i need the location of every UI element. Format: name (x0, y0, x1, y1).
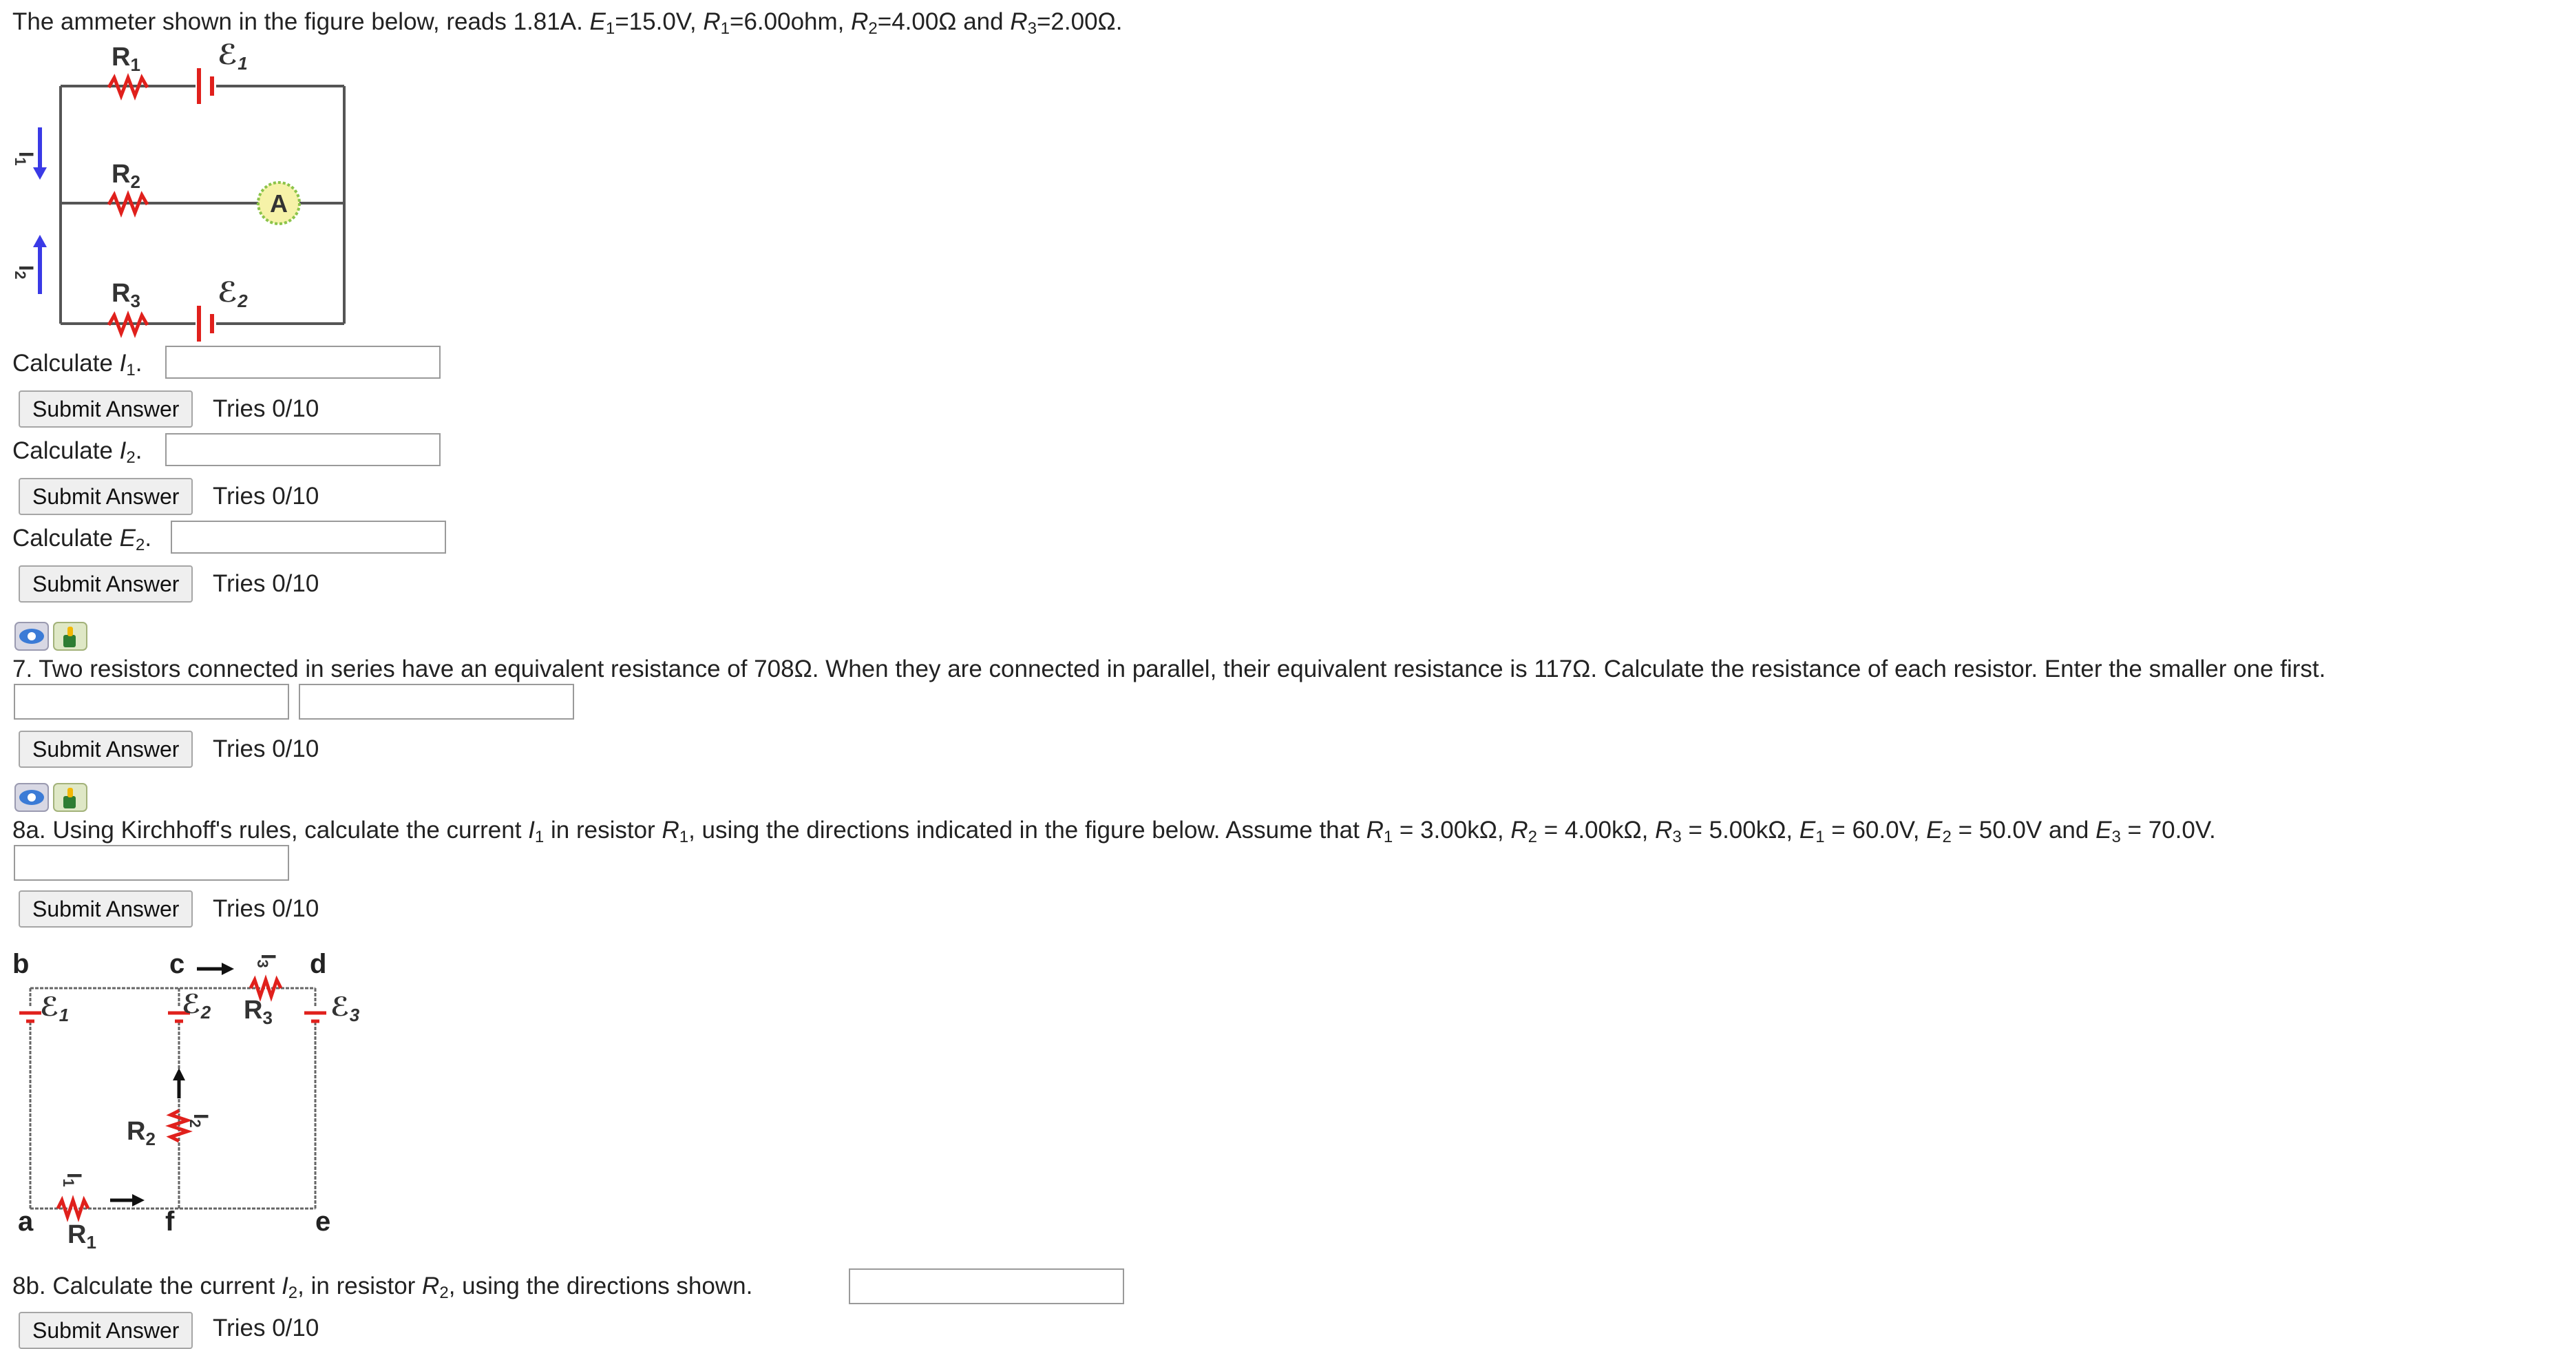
problem6-intro: The ammeter shown in the figure below, reads 1.81A. $E_1=15.0V$, $R_1=6.00ohm$, $R_2=4.00\Omega$ and $R_3=2.00\Omega$. (12, 8, 1123, 38)
r1-label: $R_1$ (67, 1220, 96, 1253)
tries-i1: Tries 0/10 (213, 395, 319, 422)
problem7-answer1-input[interactable] (14, 684, 289, 720)
problem8b-answer-input[interactable] (849, 1268, 1124, 1304)
node-c-label: c (169, 949, 185, 979)
r3-label: R (112, 279, 131, 308)
svg-text:R3: $R_3$ (112, 279, 140, 311)
e3-label: ℰ$_3$ (330, 993, 360, 1025)
e1-label: ℰ (218, 40, 238, 70)
e2-label: ℰ$_2$ (182, 990, 211, 1023)
i3-label: $I_3$ (254, 954, 279, 968)
node-f-label: f (165, 1206, 175, 1237)
node-a-label: a (18, 1206, 34, 1237)
ammeter-icon (258, 182, 299, 224)
question-e2-label: Calculate $E_2$. (12, 525, 152, 554)
battery-e2-icon (196, 306, 216, 342)
battery-e1-icon (196, 68, 216, 104)
problem7-icons (14, 618, 93, 654)
arrow-middle-icon (173, 1068, 185, 1098)
problem8-icons (14, 780, 93, 815)
ammeter-label: A (270, 189, 288, 218)
node-d-label: d (310, 949, 327, 979)
r1-label: R (112, 43, 131, 72)
node-e-label: e (315, 1206, 331, 1237)
svg-text:R2: $R_2$ (112, 160, 140, 192)
problem8a-submit-button[interactable]: Submit Answer (19, 890, 193, 928)
r2-label: $R_2$ (127, 1117, 156, 1149)
arrow-bottom-icon (110, 1194, 145, 1206)
e1-label: ℰ$_1$ (40, 993, 70, 1025)
svg-text:R1: $R_1$ (112, 43, 140, 75)
problem7-answer2-input[interactable] (299, 684, 574, 720)
tries-e2: Tries 0/10 (213, 570, 319, 597)
circuit-figure-1 (0, 38, 386, 355)
svg-text:ℰ1: ℰ$_1$ (218, 40, 248, 74)
question-i2-label: Calculate $I_2$. (12, 437, 142, 467)
problem8a-text: 8a. Using Kirchhoff's rules, calculate the current $I_1$ in resistor $R_1$, using the directions indicated in the figure below. Assume that $R_1 = 3.00k\Omega$, $R_2 = 4.00k\Omega$, $R_3 = 5.00k\Omega$, $E_1 = 60.0V$, $E_2 = 50.0V$ and $E_3 = 70.0V$. (12, 817, 2216, 846)
submit-i2-button[interactable]: Submit Answer (19, 478, 193, 515)
svg-text:ℰ2: ℰ$_2$ (218, 278, 248, 311)
feedback-eye-icon (15, 623, 48, 650)
node-b-label: b (12, 949, 30, 979)
i2-label: $I_2$ (187, 1113, 212, 1128)
hint-thumb-icon (54, 784, 87, 811)
problem8b-tries: Tries 0/10 (213, 1315, 319, 1341)
answer-e2-input[interactable] (171, 521, 446, 554)
submit-i1-button[interactable]: Submit Answer (19, 390, 193, 428)
arrow-top-icon (197, 963, 234, 975)
hint-thumb-icon (54, 623, 87, 650)
circuit-figure-2 (0, 933, 413, 1270)
current-i2-arrow-icon (33, 235, 47, 294)
question-i1-label: Calculate $I_1$. (12, 350, 142, 379)
problem7-tries: Tries 0/10 (213, 735, 319, 762)
battery-e3-icon (300, 1007, 330, 1021)
submit-e2-button[interactable]: Submit Answer (19, 565, 193, 603)
problem8b-text: 8b. Calculate the current $I_2$, in resistor $R_2$, using the directions shown. (12, 1273, 753, 1302)
problem7-text: 7. Two resistors connected in series have an equivalent resistance of 708Ω. When they are connected in parallel, their equivalent resistance is 117Ω. Calculate the resistance of each resistor. Enter the smaller one first. (12, 656, 2326, 682)
problem8a-tries: Tries 0/10 (213, 895, 319, 922)
tries-i2: Tries 0/10 (213, 483, 319, 510)
problem7-submit-button[interactable]: Submit Answer (19, 731, 193, 768)
answer-i2-input[interactable] (165, 433, 441, 466)
r3-label: $R_3$ (244, 996, 273, 1028)
problem8b-submit-button[interactable]: Submit Answer (19, 1312, 193, 1349)
i1-label: $I_1$ (12, 151, 37, 166)
r2-label: R (112, 160, 131, 189)
answer-i1-input[interactable] (165, 346, 441, 379)
i1-label: $I_1$ (60, 1173, 85, 1187)
e2-label: ℰ (218, 278, 238, 308)
problem8a-answer-input[interactable] (14, 845, 289, 881)
i2-label: $I_2$ (12, 265, 37, 280)
feedback-eye-icon (15, 784, 48, 811)
